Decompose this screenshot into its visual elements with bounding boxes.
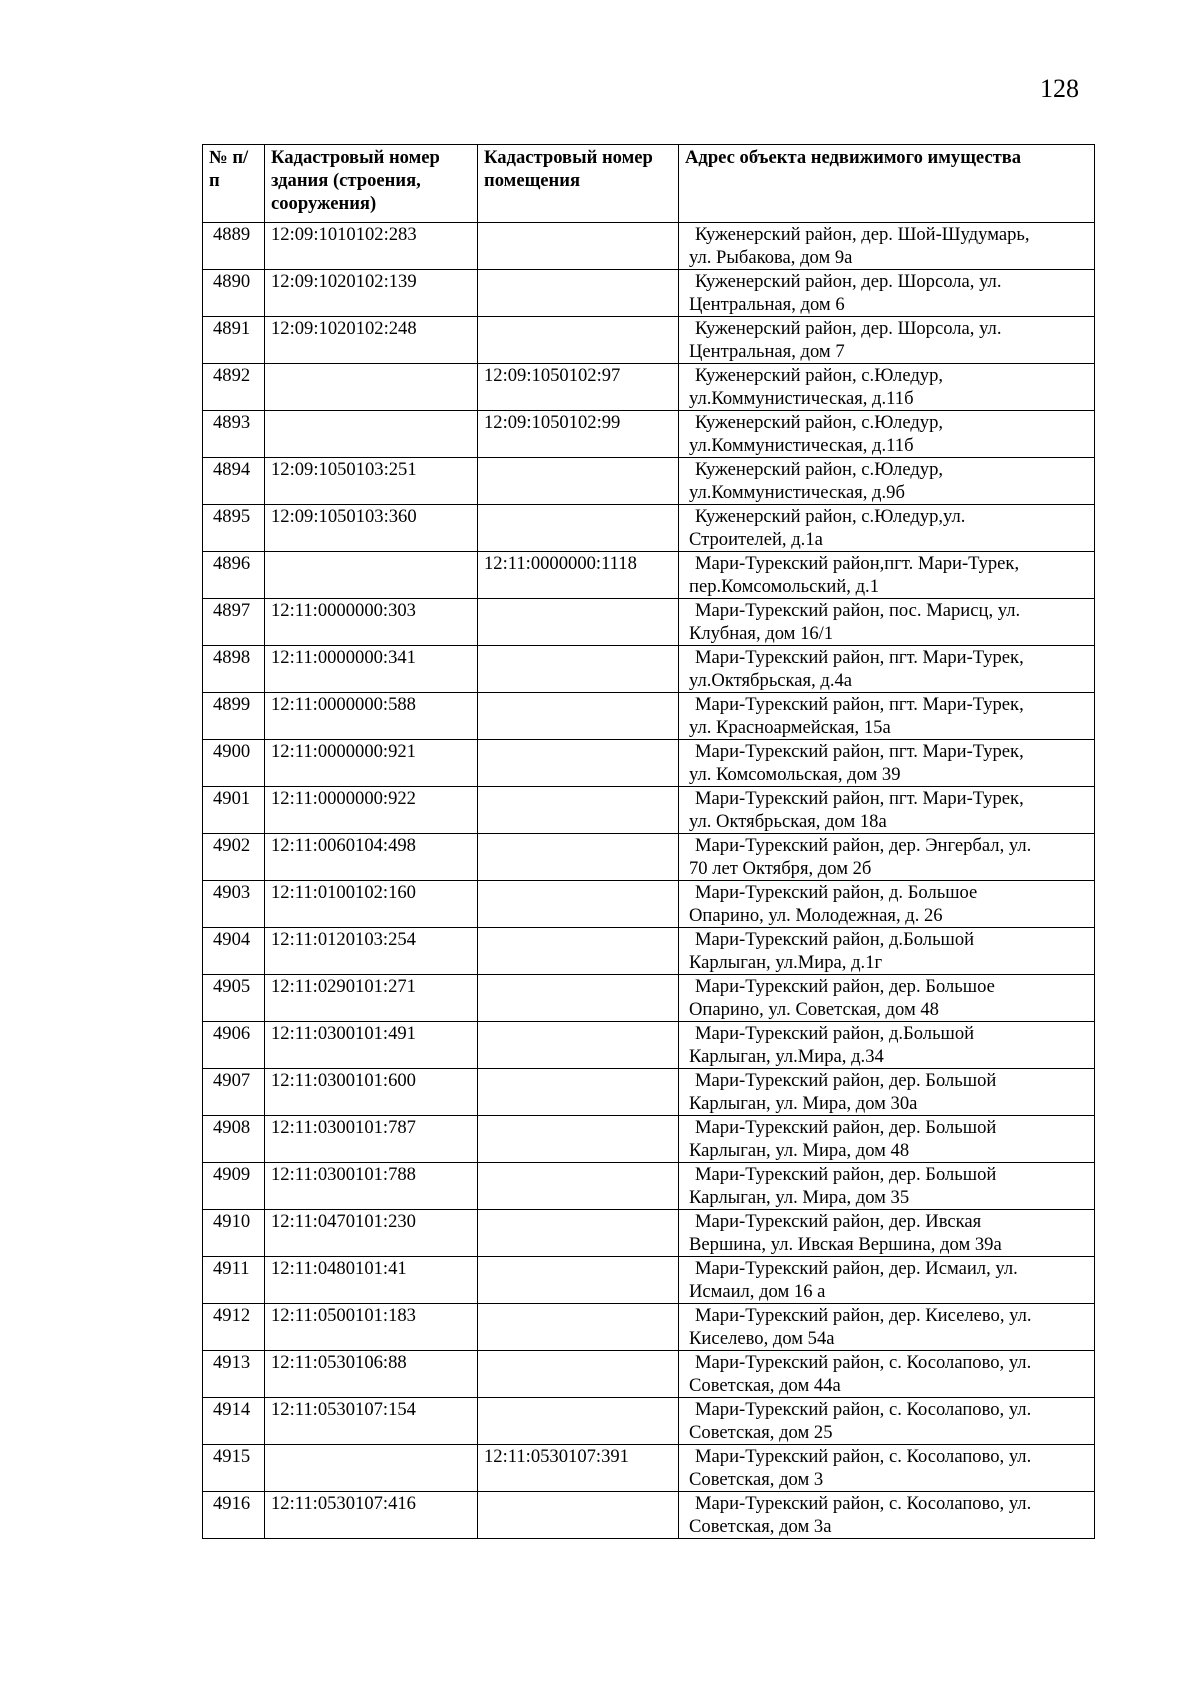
row-number-cell: 4908 [203, 1116, 265, 1163]
address-line-1: Куженерский район, с.Юледур, [695, 412, 944, 433]
address-line-1: Мари-Турекский район, д.Большой [695, 1023, 975, 1044]
table-row [203, 740, 1095, 787]
header-room-cadastral-number: Кадастровый номер помещения [478, 145, 679, 223]
building-cadastral-number-cell [265, 411, 478, 458]
table-row [203, 975, 1095, 1022]
address-line-1: Куженерский район, с.Юледур,ул. [695, 506, 966, 527]
table-row [203, 1022, 1095, 1069]
address-line-2: Карлыган, ул. Мира, дом 30а [689, 1093, 918, 1114]
address-cell [679, 411, 1095, 458]
row-number-cell: 4894 [203, 458, 265, 505]
table-row [203, 1445, 1095, 1492]
address-cell [679, 317, 1095, 364]
room-cadastral-number-cell [478, 834, 679, 881]
room-cadastral-number-cell: 12:11:0530107:391 [478, 1445, 679, 1492]
table-row [203, 552, 1095, 599]
address-cell [679, 270, 1095, 317]
room-cadastral-number-cell [478, 505, 679, 552]
address-line-1: Куженерский район, с.Юледур, [695, 459, 944, 480]
row-number-cell: 4909 [203, 1163, 265, 1210]
building-cadastral-number-cell: 12:11:0530107:154 [265, 1398, 478, 1445]
address-line-2: Центральная, дом 7 [689, 341, 845, 362]
property-registry-table [202, 144, 1095, 1539]
building-cadastral-number-cell: 12:11:0120103:254 [265, 928, 478, 975]
room-cadastral-number-cell [478, 1022, 679, 1069]
building-cadastral-number-cell: 12:11:0290101:271 [265, 975, 478, 1022]
address-cell [679, 1257, 1095, 1304]
room-cadastral-number-cell [478, 270, 679, 317]
table-row [203, 787, 1095, 834]
row-number-cell: 4900 [203, 740, 265, 787]
row-number-cell: 4897 [203, 599, 265, 646]
table-row [203, 646, 1095, 693]
row-number-cell: 4904 [203, 928, 265, 975]
building-cadastral-number-cell: 12:11:0530107:416 [265, 1492, 478, 1539]
table-row [203, 317, 1095, 364]
building-cadastral-number-cell: 12:11:0300101:787 [265, 1116, 478, 1163]
room-cadastral-number-cell [478, 1398, 679, 1445]
address-line-2: Опарино, ул. Молодежная, д. 26 [689, 905, 943, 926]
address-line-2: Карлыган, ул. Мира, дом 48 [689, 1140, 910, 1161]
building-cadastral-number-cell: 12:11:0300101:600 [265, 1069, 478, 1116]
address-cell [679, 505, 1095, 552]
building-cadastral-number-cell: 12:11:0000000:921 [265, 740, 478, 787]
address-line-2: ул.Октябрьская, д.4а [689, 670, 853, 691]
room-cadastral-number-cell [478, 787, 679, 834]
building-cadastral-number-cell: 12:11:0470101:230 [265, 1210, 478, 1257]
row-number-cell: 4914 [203, 1398, 265, 1445]
building-cadastral-number-cell: 12:11:0000000:588 [265, 693, 478, 740]
row-number-cell: 4891 [203, 317, 265, 364]
address-line-2: ул.Коммунистическая, д.11б [689, 435, 914, 456]
address-line-2: Советская, дом 44а [689, 1375, 841, 1396]
header-address: Адрес объекта недвижимого имущества [679, 145, 1095, 223]
table-row [203, 1116, 1095, 1163]
address-cell [679, 552, 1095, 599]
table-row [203, 1210, 1095, 1257]
room-cadastral-number-cell [478, 458, 679, 505]
row-number-cell: 4898 [203, 646, 265, 693]
address-cell [679, 787, 1095, 834]
building-cadastral-number-cell: 12:11:0480101:41 [265, 1257, 478, 1304]
building-cadastral-number-cell: 12:09:1050103:360 [265, 505, 478, 552]
address-cell [679, 223, 1095, 270]
building-cadastral-number-cell: 12:09:1010102:283 [265, 223, 478, 270]
table-row [203, 1069, 1095, 1116]
table-row [203, 1257, 1095, 1304]
address-line-1: Мари-Турекский район, дер. Большой [695, 1117, 997, 1138]
building-cadastral-number-cell [265, 552, 478, 599]
building-cadastral-number-cell: 12:11:0530106:88 [265, 1351, 478, 1398]
building-cadastral-number-cell: 12:11:0000000:922 [265, 787, 478, 834]
building-cadastral-number-cell: 12:11:0100102:160 [265, 881, 478, 928]
row-number-cell: 4896 [203, 552, 265, 599]
table-row [203, 1398, 1095, 1445]
address-line-2: Исмаил, дом 16 а [689, 1281, 826, 1302]
row-number-cell: 4890 [203, 270, 265, 317]
address-line-1: Мари-Турекский район, дер. Большой [695, 1070, 997, 1091]
header-row [203, 145, 1095, 223]
address-line-1: Мари-Турекский район, с. Косолапово, ул. [695, 1493, 1032, 1514]
room-cadastral-number-cell [478, 693, 679, 740]
address-line-2: ул.Коммунистическая, д.9б [689, 482, 905, 503]
address-line-2: ул. Комсомольская, дом 39 [689, 764, 901, 785]
address-line-1: Куженерский район, дер. Шорсола, ул. [695, 318, 1002, 339]
row-number-cell: 4892 [203, 364, 265, 411]
address-cell [679, 975, 1095, 1022]
row-number-cell: 4903 [203, 881, 265, 928]
row-number-cell: 4902 [203, 834, 265, 881]
room-cadastral-number-cell [478, 1351, 679, 1398]
room-cadastral-number-cell [478, 1257, 679, 1304]
address-line-1: Мари-Турекский район, дер. Ивская [695, 1211, 982, 1232]
room-cadastral-number-cell [478, 740, 679, 787]
address-cell [679, 928, 1095, 975]
address-line-1: Мари-Турекский район, д.Большой [695, 929, 975, 950]
room-cadastral-number-cell [478, 646, 679, 693]
room-cadastral-number-cell [478, 1163, 679, 1210]
row-number-cell: 4905 [203, 975, 265, 1022]
address-line-1: Мари-Турекский район, пгт. Мари-Турек, [695, 694, 1024, 715]
address-line-1: Мари-Турекский район, пгт. Мари-Турек, [695, 788, 1024, 809]
room-cadastral-number-cell [478, 317, 679, 364]
address-cell [679, 1163, 1095, 1210]
address-cell [679, 1492, 1095, 1539]
row-number-cell: 4906 [203, 1022, 265, 1069]
address-line-2: Карлыган, ул. Мира, дом 35 [689, 1187, 910, 1208]
table-row [203, 693, 1095, 740]
address-line-2: ул. Рыбакова, дом 9а [689, 247, 853, 268]
table-row [203, 1351, 1095, 1398]
address-line-2: Центральная, дом 6 [689, 294, 845, 315]
address-cell [679, 1022, 1095, 1069]
row-number-cell: 4907 [203, 1069, 265, 1116]
address-cell [679, 1398, 1095, 1445]
room-cadastral-number-cell: 12:09:1050102:99 [478, 411, 679, 458]
address-line-1: Мари-Турекский район, с. Косолапово, ул. [695, 1352, 1032, 1373]
building-cadastral-number-cell: 12:09:1020102:139 [265, 270, 478, 317]
building-cadastral-number-cell: 12:11:0500101:183 [265, 1304, 478, 1351]
row-number-cell: 4889 [203, 223, 265, 270]
table-row [203, 270, 1095, 317]
address-line-1: Мари-Турекский район, с. Косолапово, ул. [695, 1399, 1032, 1420]
header-building-cadastral-number: Кадастровый номер здания (строения, сооружения) [265, 145, 478, 223]
address-line-1: Куженерский район, дер. Шой-Шудумарь, [695, 224, 1030, 245]
row-number-cell: 4910 [203, 1210, 265, 1257]
table-body [203, 223, 1095, 1539]
address-line-1: Мари-Турекский район, дер. Исмаил, ул. [695, 1258, 1018, 1279]
room-cadastral-number-cell: 12:09:1050102:97 [478, 364, 679, 411]
address-line-2: ул. Октябрьская, дом 18а [689, 811, 887, 832]
room-cadastral-number-cell [478, 928, 679, 975]
address-line-2: Опарино, ул. Советская, дом 48 [689, 999, 939, 1020]
row-number-cell: 4916 [203, 1492, 265, 1539]
table-row [203, 1304, 1095, 1351]
building-cadastral-number-cell [265, 1445, 478, 1492]
address-cell [679, 740, 1095, 787]
building-cadastral-number-cell: 12:09:1020102:248 [265, 317, 478, 364]
address-line-2: Советская, дом 3 [689, 1469, 824, 1490]
page-number: 128 [1040, 74, 1079, 103]
room-cadastral-number-cell: 12:11:0000000:1118 [478, 552, 679, 599]
table-row [203, 411, 1095, 458]
address-cell [679, 646, 1095, 693]
address-cell [679, 458, 1095, 505]
table-row [203, 599, 1095, 646]
table-row [203, 834, 1095, 881]
table-row [203, 505, 1095, 552]
table-row [203, 1492, 1095, 1539]
address-line-2: Карлыган, ул.Мира, д.34 [689, 1046, 884, 1067]
address-line-1: Мари-Турекский район, дер. Киселево, ул. [695, 1305, 1032, 1326]
address-cell [679, 1445, 1095, 1492]
room-cadastral-number-cell [478, 1304, 679, 1351]
building-cadastral-number-cell: 12:11:0000000:341 [265, 646, 478, 693]
address-line-2: ул.Коммунистическая, д.11б [689, 388, 914, 409]
address-line-2: Карлыган, ул.Мира, д.1г [689, 952, 883, 973]
address-line-2: пер.Комсомольский, д.1 [689, 576, 879, 597]
room-cadastral-number-cell [478, 223, 679, 270]
address-line-1: Мари-Турекский район,пгт. Мари-Турек, [695, 553, 1020, 574]
address-line-1: Куженерский район, дер. Шорсола, ул. [695, 271, 1002, 292]
table-row [203, 223, 1095, 270]
address-line-2: Клубная, дом 16/1 [689, 623, 834, 644]
address-line-1: Мари-Турекский район, пос. Марисц, ул. [695, 600, 1021, 621]
table-row [203, 881, 1095, 928]
address-line-1: Мари-Турекский район, пгт. Мари-Турек, [695, 741, 1024, 762]
address-line-2: 70 лет Октября, дом 2б [689, 858, 872, 879]
address-line-1: Куженерский район, с.Юледур, [695, 365, 944, 386]
row-number-cell: 4901 [203, 787, 265, 834]
row-number-cell: 4912 [203, 1304, 265, 1351]
address-line-2: Киселево, дом 54а [689, 1328, 835, 1349]
table-row [203, 458, 1095, 505]
room-cadastral-number-cell [478, 881, 679, 928]
address-line-2: Строителей, д.1а [689, 529, 823, 550]
room-cadastral-number-cell [478, 1210, 679, 1257]
address-line-1: Мари-Турекский район, с. Косолапово, ул. [695, 1446, 1032, 1467]
address-line-1: Мари-Турекский район, д. Большое [695, 882, 978, 903]
row-number-cell: 4895 [203, 505, 265, 552]
row-number-cell: 4911 [203, 1257, 265, 1304]
table-row [203, 1163, 1095, 1210]
address-cell [679, 364, 1095, 411]
row-number-cell: 4899 [203, 693, 265, 740]
building-cadastral-number-cell: 12:11:0300101:491 [265, 1022, 478, 1069]
room-cadastral-number-cell [478, 1116, 679, 1163]
address-cell [679, 1304, 1095, 1351]
address-line-1: Мари-Турекский район, пгт. Мари-Турек, [695, 647, 1024, 668]
building-cadastral-number-cell: 12:11:0000000:303 [265, 599, 478, 646]
address-cell [679, 834, 1095, 881]
address-cell [679, 599, 1095, 646]
address-line-2: Советская, дом 3а [689, 1516, 832, 1537]
row-number-cell: 4913 [203, 1351, 265, 1398]
building-cadastral-number-cell: 12:09:1050103:251 [265, 458, 478, 505]
address-cell [679, 1116, 1095, 1163]
address-cell [679, 1210, 1095, 1257]
table-row [203, 928, 1095, 975]
address-line-1: Мари-Турекский район, дер. Большой [695, 1164, 997, 1185]
address-cell [679, 1069, 1095, 1116]
room-cadastral-number-cell [478, 1492, 679, 1539]
row-number-cell: 4893 [203, 411, 265, 458]
room-cadastral-number-cell [478, 1069, 679, 1116]
address-line-1: Мари-Турекский район, дер. Большое [695, 976, 995, 997]
table-row [203, 364, 1095, 411]
address-cell [679, 881, 1095, 928]
room-cadastral-number-cell [478, 599, 679, 646]
address-line-1: Мари-Турекский район, дер. Энгербал, ул. [695, 835, 1032, 856]
building-cadastral-number-cell [265, 364, 478, 411]
building-cadastral-number-cell: 12:11:0300101:788 [265, 1163, 478, 1210]
address-cell [679, 693, 1095, 740]
header-row-number: № п/п [203, 145, 265, 223]
building-cadastral-number-cell: 12:11:0060104:498 [265, 834, 478, 881]
table-header [203, 145, 1095, 223]
address-cell [679, 1351, 1095, 1398]
room-cadastral-number-cell [478, 975, 679, 1022]
address-line-2: Вершина, ул. Ивская Вершина, дом 39а [689, 1234, 1002, 1255]
row-number-cell: 4915 [203, 1445, 265, 1492]
address-line-2: ул. Красноармейская, 15а [689, 717, 891, 738]
address-line-2: Советская, дом 25 [689, 1422, 833, 1443]
